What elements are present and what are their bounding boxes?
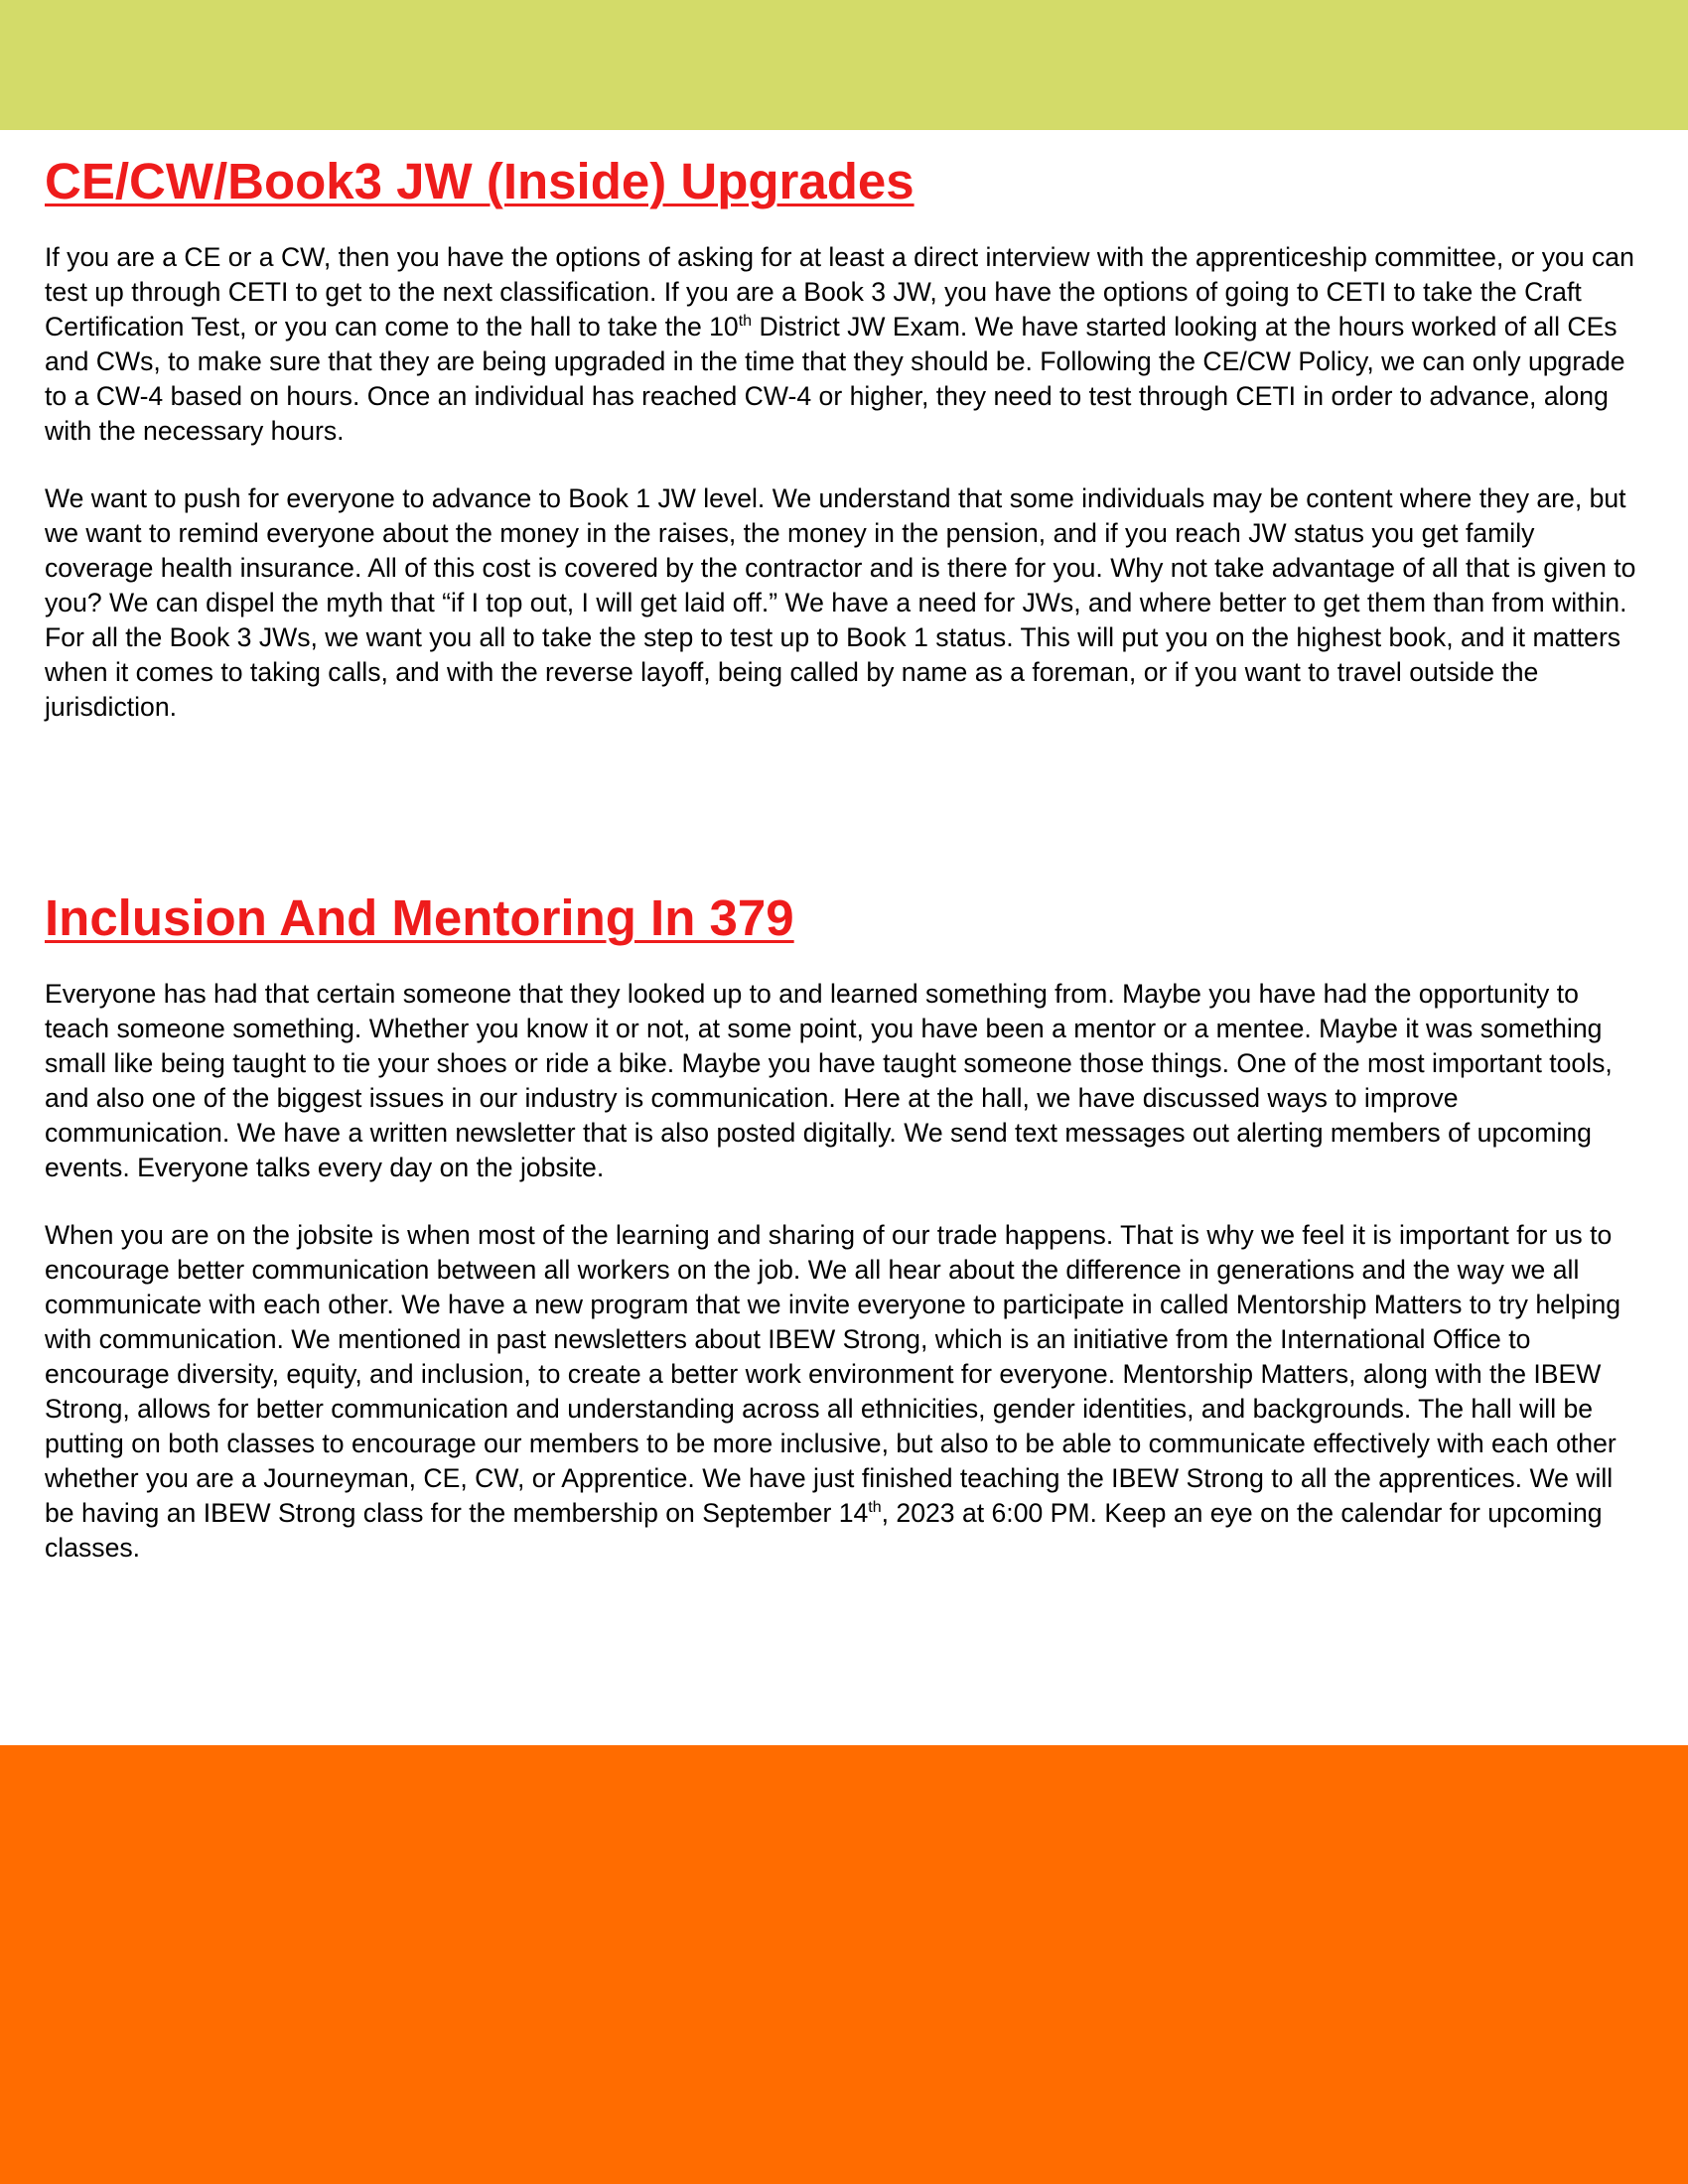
inclusion-paragraph-2-text-b: , 2023 at 6:00 PM. Keep an eye on the calendar for upcoming classes.	[45, 1498, 1603, 1563]
inclusion-paragraph-2-text-a: When you are on the jobsite is when most of the learning and sharing of our trade happens. That is why we feel it is important for us to encourage better communication between all workers on the job. We all hear about the difference in generations and the way we all communicate with each other. We have a new program that we invite everyone to participate in called Mentorship Matters to try helping with communication. We mentioned in past newsletters about IBEW Strong, which is an initiative from the International Office to encourage diversity, equity, and inclusion, to create a better work environment for everyone. Mentorship Matters, along with the IBEW Strong, allows for better communication and understanding across all ethnicities, gender identities, and backgrounds. The hall will be putting on both classes to encourage our members to be more inclusive, but also to be able to communicate effectively with each other whether you are a Journeyman, CE, CW, or Apprentice. We have just finished teaching the IBEW Strong to all the apprentices. We will be having an IBEW Strong class for the membership on September 14	[45, 1220, 1621, 1528]
section-heading-inclusion: Inclusion And Mentoring In 379	[45, 889, 794, 946]
superscript-th: th	[868, 1499, 882, 1517]
top-color-band	[0, 0, 1688, 130]
section-heading-upgrades: CE/CW/Book3 JW (Inside) Upgrades	[45, 153, 914, 209]
upgrades-paragraph-1-text-a: If you are a CE or a CW, then you have the options of asking for at least a direct interview with the apprenticeship committee, or you can test up through CETI to get to the next classification. If you are a Book 3 JW, you have the options of going to CETI to take the Craft Certification Test, or you can come to the hall to take the 10	[45, 242, 1634, 341]
inclusion-paragraph-1: Everyone has had that certain someone that they looked up to and learned something from. Maybe you have had the opportunity to teach someone something. Whether you know it or not, at some point, you have been a mentor or a mentee. Maybe it was something small like being taught to tie your shoes or ride a bike. Maybe you have taught someone those things. One of the most important tools, and also one of the biggest issues in our industry is communication. Here at the hall, we have discussed ways to improve communication. We have a written newsletter that is also posted digitally. We send text messages out alerting members of upcoming events. Everyone talks every day on the jobsite.	[45, 979, 1613, 1182]
section-inclusion-mentoring	[45, 886, 1643, 1566]
upgrades-paragraph-1	[45, 240, 1643, 449]
superscript-th: th	[738, 313, 753, 331]
upgrades-paragraph-2: We want to push for everyone to advance to Book 1 JW level. We understand that some individuals may be content where they are, but we want to remind everyone about the money in the raises, the money in the pension, and if you reach JW status you get family coverage health insurance. All of this cost is covered by the contractor and is there for you. Why not take advantage of all that is given to you? We can dispel the myth that “if I top out, I will get laid off.” We have a need for JWs, and where better to get them than from within. For all the Book 3 JWs, we want you all to take the step to test up to Book 1 status. This will put you on the highest book, and it matters when it comes to taking calls, and with the reverse layoff, being called by name as a foreman, or if you want to travel outside the jurisdiction.	[45, 483, 1636, 722]
bottom-color-band	[0, 1745, 1688, 2184]
inclusion-paragraph-2	[45, 1218, 1643, 1566]
section-upgrades	[45, 149, 1643, 725]
upgrades-paragraph-1-text-b: District JW Exam. We have started looking at the hours worked of all CEs and CWs, to make sure that they are being upgraded in the time that they should be. Following the CE/CW Policy, we can only upgrade to a CW-4 based on hours. Once an individual has reached CW-4 or higher, they need to test through CETI in order to advance, along with the necessary hours.	[45, 312, 1625, 446]
